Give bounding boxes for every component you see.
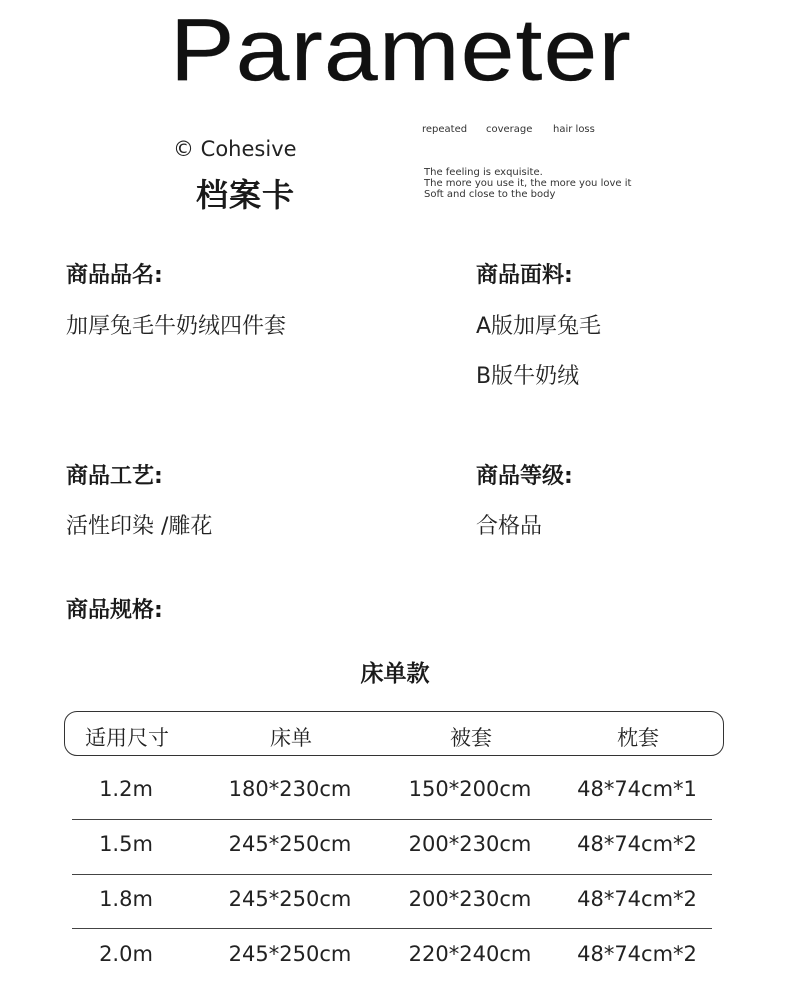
table-row [64,764,724,819]
cell-sheet: 245*250cm [228,887,352,911]
header-sheet: 床单 [270,726,312,750]
cell-quilt-cover: 200*230cm [408,832,532,856]
slogan-line: The feeling is exquisite. [424,167,543,178]
product-name-value: 加厚兔毛牛奶绒四件套 [66,314,287,339]
grade-value: 合格品 [476,514,543,539]
table-row [64,819,724,874]
table-row [64,874,724,929]
cell-quilt-cover: 220*240cm [408,942,532,966]
table-title: 床单款 [360,661,430,687]
tag-hair-loss: hair loss [553,124,595,135]
tag-coverage: coverage [486,124,533,135]
cell-quilt-cover: 150*200cm [408,777,532,801]
cell-sheet: 245*250cm [228,942,352,966]
header-pillowcase: 枕套 [617,726,659,750]
cell-pillowcase: 48*74cm*2 [577,942,697,966]
slogan-line: Soft and close to the body [424,189,556,200]
header-quilt-cover: 被套 [450,726,492,750]
header-size: 适用尺寸 [85,726,169,750]
cell-pillowcase: 48*74cm*2 [577,887,697,911]
card-title: 档案卡 [196,176,296,214]
cell-pillowcase: 48*74cm*1 [577,777,697,801]
cell-quilt-cover: 200*230cm [408,887,532,911]
fabric-label: 商品面料: [476,263,573,288]
grade-label: 商品等级: [476,464,573,489]
table-row [64,929,724,984]
cell-sheet: 180*230cm [228,777,352,801]
brand-name: © Cohesive [173,137,297,161]
cell-size: 1.5m [99,832,153,856]
fabric-value-b: B版牛奶绒 [476,364,580,389]
tag-repeated: repeated [422,124,468,135]
cell-sheet: 245*250cm [228,832,352,856]
slogan-line: The more you use it, the more you love it [424,178,632,189]
fabric-value-a: A版加厚兔毛 [476,314,602,339]
table-header [64,711,724,756]
product-name-label: 商品品名: [66,263,163,288]
cell-size: 1.2m [99,777,153,801]
slogan [424,167,631,200]
cell-pillowcase: 48*74cm*2 [577,832,697,856]
spec-label: 商品规格: [66,598,163,623]
cell-size: 2.0m [99,942,153,966]
craft-value: 活性印染 /雕花 [66,514,213,539]
cell-size: 1.8m [99,887,153,911]
hero-title: Parameter [170,0,632,99]
craft-label: 商品工艺: [66,464,163,489]
